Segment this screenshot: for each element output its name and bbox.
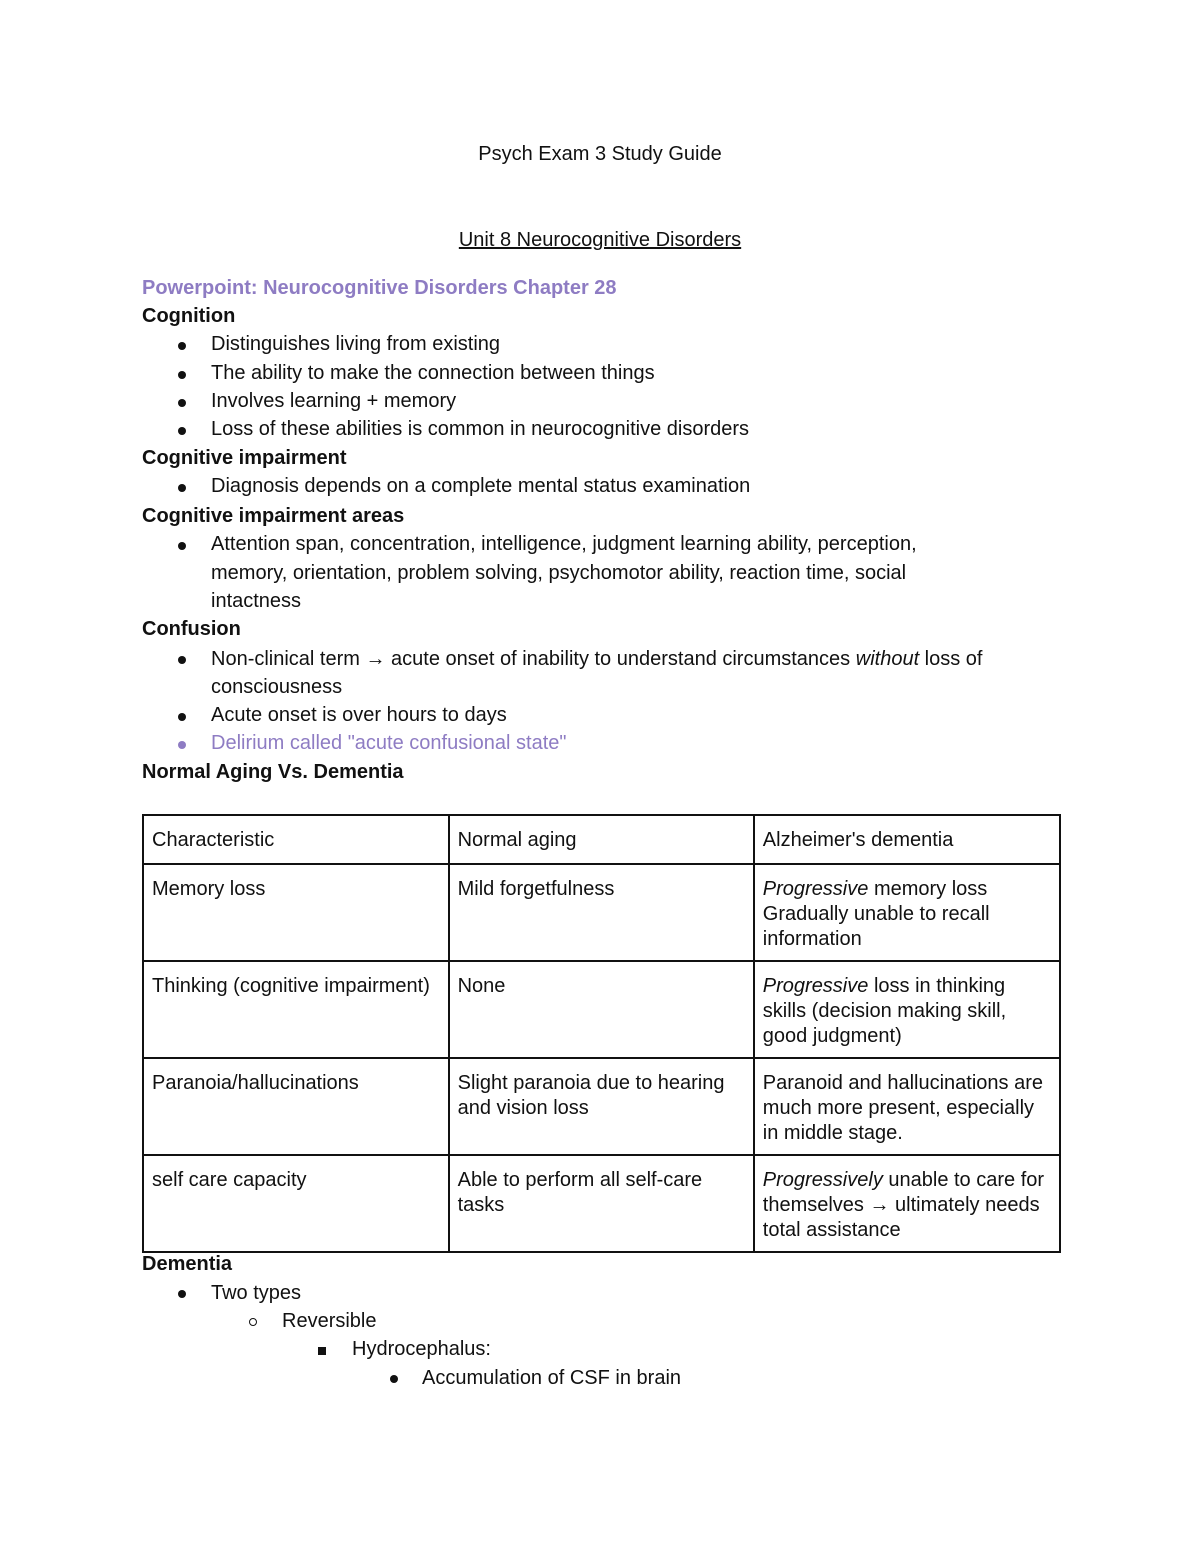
square-bullet-icon [318, 1347, 326, 1355]
list-item-line: intactness [211, 590, 302, 612]
table-row [143, 1155, 1060, 1252]
section-heading-normal-vs-dementia: Normal Aging Vs. Dementia [142, 761, 404, 783]
list-item-line: Attention span, concentration, intelligence, judgment learning ability, perception, [211, 533, 917, 555]
list-item: Involves learning + memory [211, 390, 457, 412]
cell-text: memory loss Gradually unable to recall information [762, 878, 990, 950]
section-heading-cognition: Cognition [142, 305, 236, 327]
section-heading-cognitive-impairment: Cognitive impairment [142, 447, 347, 469]
bullet-icon [178, 399, 186, 407]
confusion-text-a: Non-clinical term → acute onset of inability to understand circumstances [211, 648, 856, 670]
cell-emphasis: Progressive [762, 878, 869, 900]
list-item: Reversible [282, 1310, 377, 1332]
list-item [211, 645, 982, 673]
list-item: Accumulation of CSF in brain [422, 1367, 682, 1389]
confusion-emphasis: without [855, 648, 920, 670]
table-cell [754, 1058, 1060, 1155]
list-item: Acute onset is over hours to days [211, 704, 507, 726]
confusion-text-b: loss of [919, 648, 983, 670]
bullet-icon [178, 342, 186, 350]
list-item: Distinguishes living from existing [211, 333, 501, 355]
table-row [143, 961, 1060, 1058]
table-cell: self care capacity [143, 1155, 449, 1252]
table-cell: Memory loss [143, 864, 449, 961]
section-heading-dementia: Dementia [142, 1253, 233, 1275]
bullet-icon [178, 1290, 186, 1298]
list-item: Delirium called "acute confusional state" [211, 732, 567, 754]
unit-heading-text: Unit 8 Neurocognitive Disorders [458, 229, 742, 251]
table-row [143, 864, 1060, 961]
list-item-line: memory, orientation, problem solving, psychomotor ability, reaction time, social [211, 562, 907, 584]
table-cell [754, 1155, 1060, 1252]
bullet-icon [178, 713, 186, 721]
document-title: Psych Exam 3 Study Guide [478, 143, 722, 165]
powerpoint-heading: Powerpoint: Neurocognitive Disorders Chapter 28 [142, 277, 617, 299]
table-header-cell: Alzheimer's dementia [754, 815, 1060, 864]
cell-text: Paranoid and hallucinations are much more present, especially in middle stage. [762, 1072, 1043, 1144]
bullet-icon [178, 427, 186, 435]
table-header-cell: Characteristic [143, 815, 449, 864]
section-heading-confusion: Confusion [142, 618, 241, 640]
list-item: Two types [211, 1282, 302, 1304]
cell-emphasis: Progressively [762, 1169, 883, 1191]
bullet-icon [390, 1375, 398, 1383]
bullet-icon [178, 484, 186, 492]
hollow-bullet-icon [249, 1318, 257, 1326]
table-cell: Paranoia/hallucinations [143, 1058, 449, 1155]
table-cell [754, 864, 1060, 961]
bullet-icon [178, 741, 186, 749]
table-cell: Slight paranoia due to hearing and vision loss [449, 1058, 754, 1155]
comparison-table [142, 814, 1061, 1253]
bullet-icon [178, 656, 186, 664]
section-heading-impairment-areas: Cognitive impairment areas [142, 505, 405, 527]
list-item: The ability to make the connection between things [211, 362, 655, 384]
list-item: Loss of these abilities is common in neurocognitive disorders [211, 418, 750, 440]
cell-text: unable to care for themselves → ultimately needs total assistance [762, 1169, 1045, 1241]
table-cell [754, 961, 1060, 1058]
cell-text: loss in thinking skills (decision making skill, good judgment) [762, 975, 1007, 1047]
table-cell: None [449, 961, 754, 1058]
bullet-icon [178, 542, 186, 550]
table-cell: Thinking (cognitive impairment) [143, 961, 449, 1058]
list-item-line: consciousness [211, 676, 343, 698]
list-item: Hydrocephalus: [352, 1338, 491, 1360]
unit-heading [0, 226, 1200, 254]
bullet-icon [178, 371, 186, 379]
list-item: Diagnosis depends on a complete mental status examination [211, 475, 751, 497]
table-cell: Mild forgetfulness [449, 864, 754, 961]
table-cell: Able to perform all self-care tasks [449, 1155, 754, 1252]
table-row [143, 1058, 1060, 1155]
table-header-cell: Normal aging [449, 815, 754, 864]
cell-emphasis: Progressive [762, 975, 869, 997]
table-header-row [143, 815, 1060, 864]
